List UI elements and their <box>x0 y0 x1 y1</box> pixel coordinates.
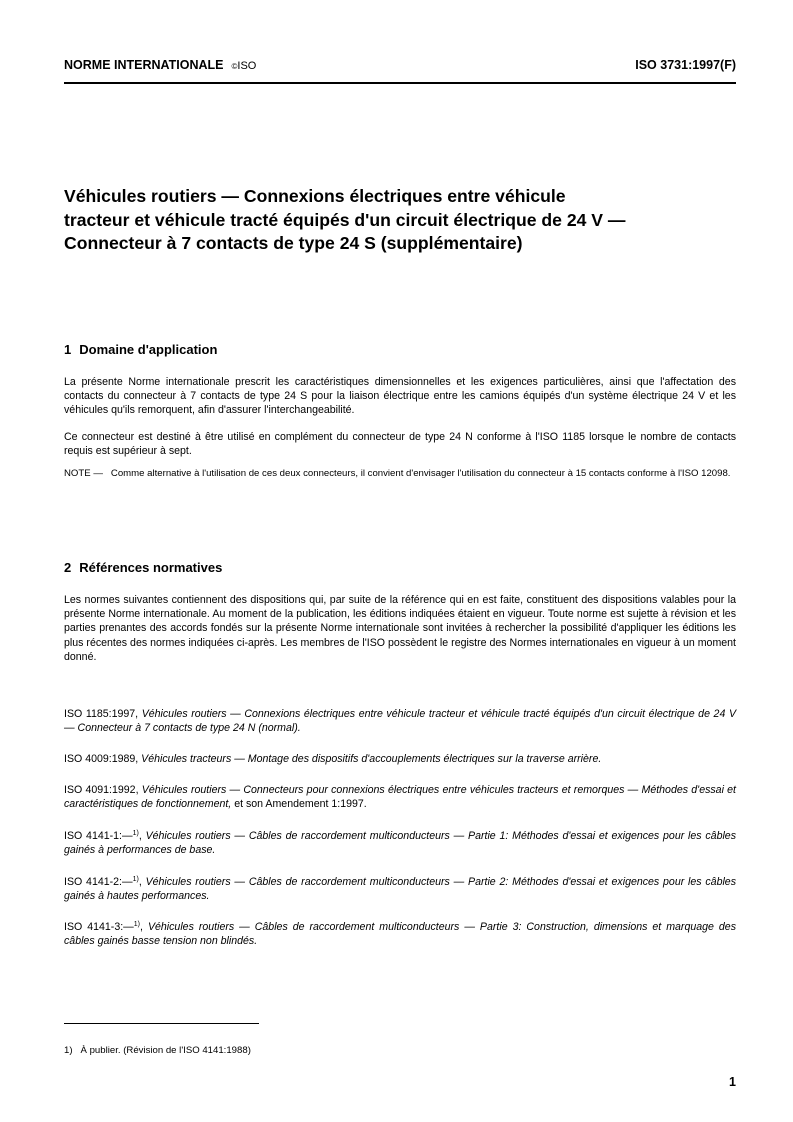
reference-id: ISO 4091:1992 <box>64 784 136 796</box>
reference-title: Véhicules routiers — Câbles de raccordement multiconducteurs — Partie 1: Méthodes d'essai et exigences pour les câbles gainés à performances de base. <box>64 830 736 857</box>
section-title: Domaine d'application <box>79 342 218 357</box>
footnote-ref[interactable]: 1) <box>133 921 140 928</box>
reference-title: Véhicules tracteurs — Montage des dispositifs d'accouplements électriques sur la traverse arrière. <box>141 753 602 765</box>
section-number: 2 <box>64 560 72 575</box>
reference-id: ISO 4009:1989 <box>64 753 136 765</box>
reference-item: ISO 4141-2:—$^{1)}$, Véhicules routiers — Câbles de raccordement multiconducteurs — Partie 2: Méthodes d'essai et exigences pour les câbles gainés à hautes performances. <box>64 876 736 903</box>
reference-title: Véhicules routiers — Câbles de raccordement multiconducteurs — Partie 3: Construction, dimensions et marquage des câbles gainés basse tension non blindés. <box>64 921 736 948</box>
references-intro: Les normes suivantes contiennent des dispositions qui, par suite de la référence qui en est faite, constituent des dispositions valables pour la présente Norme internationale. Au moment de la publication, les éditions indiquées étaient en vigueur. Toute norme est sujette à révision et les parties prenantes des accords fondés sur la présente Norme internationale sont invitées à rechercher la possibilité d'appliquer les éditions les plus récentes des normes indiquées ci-après. Les membres de l'ISO possèdent le registre des Normes internationales en vigueur à un moment donné. <box>64 594 736 663</box>
reference-title: Véhicules routiers — Connexions électriques entre véhicule tracteur et véhicule tracté équipés d'un circuit électrique de 24 V — Connecteur à 7 contacts de type 24 N (normal). <box>64 708 737 735</box>
title-line: tracteur et véhicule tracté équipés d'un circuit électrique de 24 V — <box>64 209 626 230</box>
reference-id: ISO 4141-2:— <box>64 876 133 888</box>
reference-id: ISO 4141-3:— <box>64 921 134 933</box>
note-label: NOTE — <box>64 468 103 479</box>
section-title: Références normatives <box>79 560 223 575</box>
scope-paragraph-1: La présente Norme internationale prescrit les caractéristiques dimensionnelles et les exigences particulières, ainsi que l'affectation des contacts du connecteur à 7 contacts de type 24 S pour la liaison électrique entre les camions équipés d'un système électrique 24 V et les véhicules qu'ils remorquent, afin d'assurer l'interchangeabilité. <box>64 376 736 417</box>
header-org: ISO <box>237 60 257 72</box>
reference-item: ISO 4141-1:—$^{1)}$, Véhicules routiers — Câbles de raccordement multiconducteurs — Partie 1: Méthodes d'essai et exigences pour les câbles gainés à performances de base. <box>64 830 736 857</box>
footnote-text: À publier. (Révision de l'ISO 4141:1988) <box>80 1045 251 1056</box>
title-line: Connecteur à 7 contacts de type 24 S (supplémentaire) <box>64 233 523 253</box>
reference-title: Véhicules routiers — Connecteurs pour connexions électriques entre véhicules tracteurs et remorques — Méthodes d'essai et caractéristiques de fonctionnement, <box>64 784 737 811</box>
header-copyright <box>232 60 257 72</box>
reference-item: ISO 4009:1989, Véhicules tracteurs — Montage des dispositifs d'accouplements électriques sur la traverse arrière. <box>64 753 602 765</box>
page-number: 1 <box>729 1075 736 1089</box>
section-1-heading <box>64 342 217 357</box>
reference-item: ISO 4091:1992, Véhicules routiers — Connecteurs pour connexions électriques entre véhicules tracteurs et remorques — Méthodes d'essai et caractéristiques de fonctionnement, et son Amendement 1:1997. <box>64 784 737 811</box>
footnote-rule <box>64 1023 259 1024</box>
header-left <box>64 58 256 72</box>
reference-item: ISO 4141-3:—$^{1)}$, Véhicules routiers — Câbles de raccordement multiconducteurs — Partie 3: Construction, dimensions et marquage des câbles gainés basse tension non blindés. <box>64 921 736 948</box>
section-number: 1 <box>64 342 72 357</box>
document-title <box>64 185 736 256</box>
reference-id: ISO 4141-1:— <box>64 830 133 842</box>
footnote <box>64 1045 251 1056</box>
reference-title: Véhicules routiers — Câbles de raccordement multiconducteurs — Partie 2: Méthodes d'essai et exigences pour les câbles gainés à hautes performances. <box>64 876 736 903</box>
title-line: Véhicules routiers — Connexions électriques entre véhicule <box>64 186 566 206</box>
copyright-symbol: © <box>231 62 238 71</box>
section-2-heading <box>64 560 222 575</box>
footnote-ref[interactable]: 1) <box>132 830 139 837</box>
reference-item: ISO 1185:1997, Véhicules routiers — Connexions électriques entre véhicule tracteur et véhicule tracté équipés d'un circuit électrique de 24 V — Connecteur à 7 contacts de type 24 N (normal). <box>64 708 737 735</box>
reference-suffix: et son Amendement 1:1997. <box>231 798 367 811</box>
footnote-ref[interactable]: 1) <box>132 876 139 883</box>
header-rule <box>64 82 736 84</box>
reference-id: ISO 1185:1997 <box>64 708 136 720</box>
scope-paragraph-2: Ce connecteur est destiné à être utilisé en complément du connecteur de type 24 N conforme à l'ISO 1185 lorsque le nombre de contacts requis est supérieur à sept. <box>64 431 736 458</box>
header-doc-type: NORME INTERNATIONALE <box>64 58 224 72</box>
page-header <box>64 58 736 74</box>
scope-note <box>64 467 736 481</box>
note-text: Comme alternative à l'utilisation de ces deux connecteurs, il convient d'envisager l'utilisation du connecteur à 15 contacts conforme à l'ISO 12098. <box>110 468 731 479</box>
footnote-number: 1) <box>64 1045 73 1056</box>
header-standard-number: ISO 3731:1997(F) <box>635 58 736 72</box>
